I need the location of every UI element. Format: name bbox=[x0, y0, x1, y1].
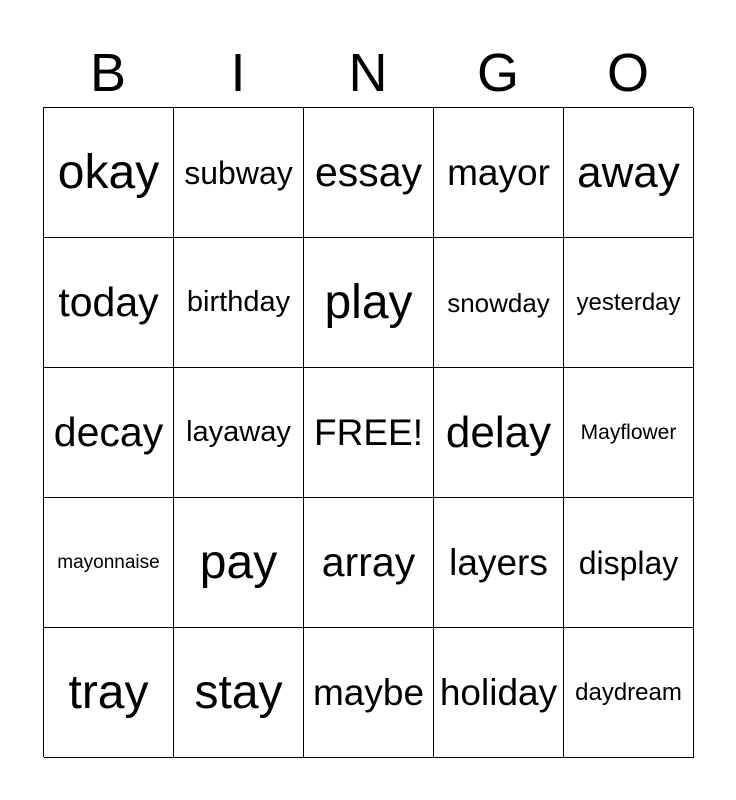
cell-word: Mayflower bbox=[580, 421, 677, 444]
bingo-cell[interactable] bbox=[434, 368, 564, 498]
cell-word: pay bbox=[199, 535, 278, 589]
bingo-cell[interactable] bbox=[304, 498, 434, 628]
bingo-cell[interactable] bbox=[44, 628, 174, 758]
bingo-cell[interactable] bbox=[564, 628, 694, 758]
cell-word: display bbox=[578, 544, 679, 581]
bingo-board bbox=[43, 107, 693, 757]
bingo-cell[interactable] bbox=[174, 628, 304, 758]
cell-word: maybe bbox=[312, 672, 425, 713]
cell-word: daydream bbox=[575, 678, 682, 706]
cell-word: array bbox=[321, 539, 416, 585]
bingo-cell[interactable] bbox=[44, 108, 174, 238]
bingo-cell[interactable] bbox=[44, 238, 174, 368]
bingo-cell[interactable] bbox=[564, 368, 694, 498]
cell-word: essay bbox=[314, 149, 423, 195]
header-letter-g: G bbox=[476, 43, 519, 103]
bingo-cell[interactable] bbox=[174, 238, 304, 368]
cell-word: mayonnaise bbox=[57, 552, 160, 573]
bingo-cell[interactable] bbox=[434, 238, 564, 368]
cell-word: tray bbox=[68, 665, 149, 719]
cell-word: yesterday bbox=[576, 288, 681, 316]
cell-word: mayor bbox=[447, 152, 550, 193]
bingo-cell[interactable] bbox=[434, 108, 564, 238]
header-letter-n: N bbox=[348, 43, 388, 103]
cell-word: away bbox=[577, 147, 680, 197]
cell-word: today bbox=[58, 279, 159, 325]
header-letter-b: B bbox=[89, 43, 127, 103]
bingo-cell[interactable] bbox=[304, 368, 434, 498]
cell-word: okay bbox=[57, 145, 160, 199]
bingo-cell[interactable] bbox=[174, 498, 304, 628]
cell-word: play bbox=[324, 275, 413, 329]
bingo-cell[interactable] bbox=[174, 368, 304, 498]
bingo-cell[interactable] bbox=[304, 108, 434, 238]
cell-word: delay bbox=[445, 407, 552, 457]
bingo-cell[interactable] bbox=[564, 238, 694, 368]
cell-word: birthday bbox=[186, 286, 291, 318]
header-letter-i: I bbox=[230, 43, 246, 103]
header-letter-o: O bbox=[606, 43, 649, 103]
cell-word: snowday bbox=[447, 287, 550, 318]
bingo-cell[interactable] bbox=[304, 628, 434, 758]
bingo-header bbox=[43, 40, 693, 106]
bingo-cell[interactable] bbox=[564, 108, 694, 238]
cell-word: decay bbox=[53, 409, 164, 455]
bingo-cell[interactable] bbox=[44, 368, 174, 498]
cell-word: stay bbox=[194, 665, 283, 719]
cell-word: layers bbox=[449, 542, 548, 583]
cell-word: holiday bbox=[439, 672, 558, 713]
bingo-cell[interactable] bbox=[174, 108, 304, 238]
free-space: FREE! bbox=[314, 412, 423, 453]
bingo-cell[interactable] bbox=[304, 238, 434, 368]
bingo-cell[interactable] bbox=[434, 498, 564, 628]
bingo-cell[interactable] bbox=[434, 628, 564, 758]
bingo-cell[interactable] bbox=[44, 498, 174, 628]
cell-word: subway bbox=[184, 154, 293, 191]
bingo-cell[interactable] bbox=[564, 498, 694, 628]
cell-word: layaway bbox=[186, 416, 291, 448]
